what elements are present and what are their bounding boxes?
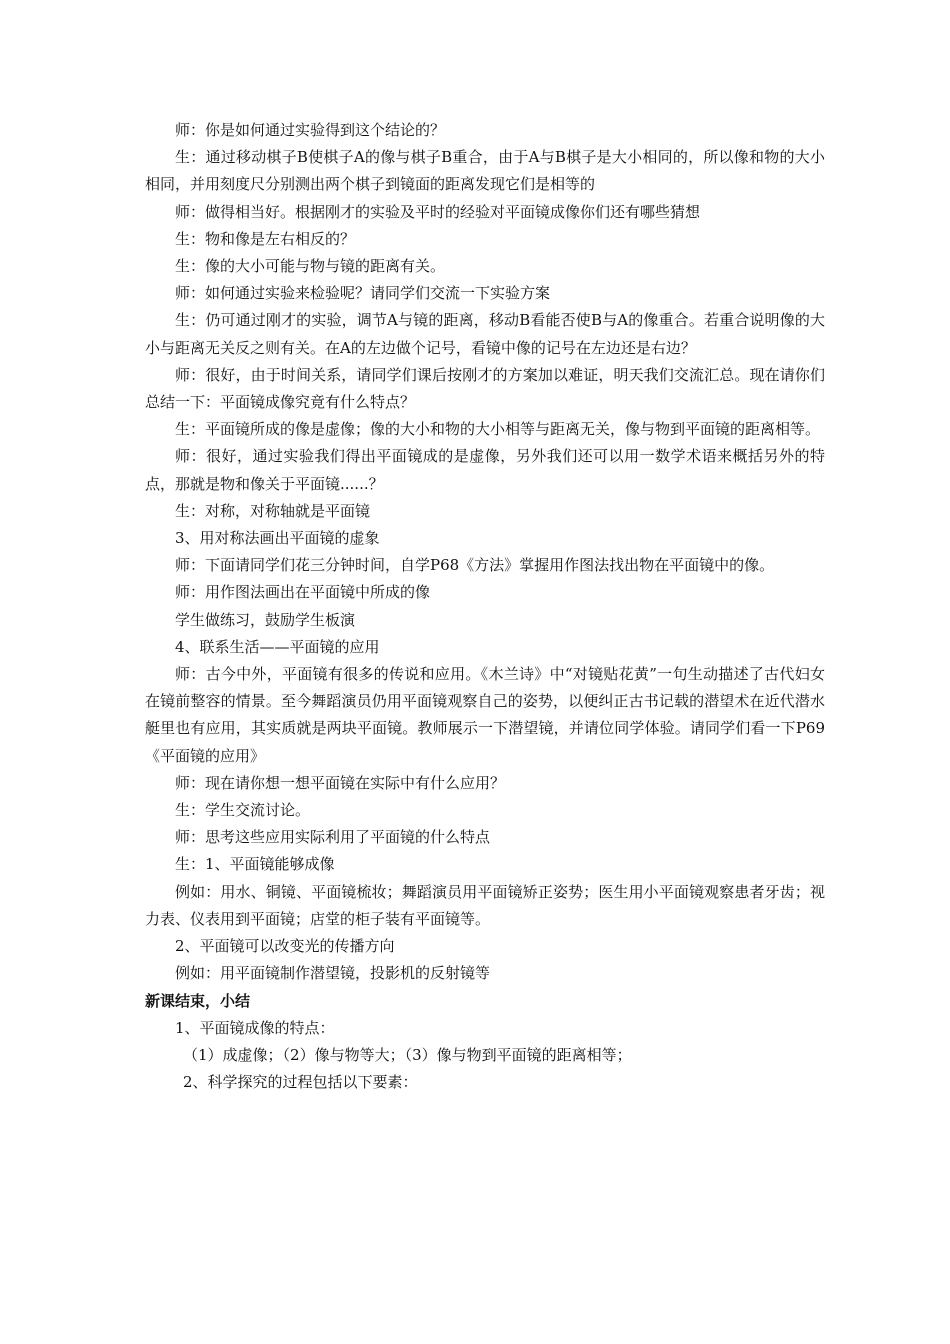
paragraph: 2、平面镜可以改变光的传播方向 [175,937,395,956]
paragraph: 师：你是如何通过实验得到这个结论的？ [175,121,446,139]
paragraph: 师：很好，由于时间关系，请同学们课后按刚才的方案加以难证，明天我们交流汇总。现在请你们总结一下：平面镜成像究竟有什么特点？ [145,365,825,412]
paragraph: 师：很好，通过实验我们得出平面镜成的是虚像，另外我们还可以用一数学术语来概括另外的特点，那就是物和像关于平面镜......？ [145,447,825,493]
paragraph: 生：平面镜所成的像是虚像；像的大小和物的大小相等与距离无关，像与物到平面镜的距离相等。 [175,420,821,439]
paragraph: 师：现在请你想一想平面镜在实际中有什么应用？ [175,773,506,792]
paragraph: 生：学生交流讨论。 [175,801,311,820]
section-item: 3、用对称法画出平面镜的虚象 [175,529,380,548]
paragraph: 生：通过移动棋子B使棋子A的像与棋子B重合，由于A与B棋子是大小相同的，所以像和物的大小相同，并用刻度尺分别测出两个棋子到镜面的距离发现它们是相等的 [145,148,825,194]
paragraph: 师：思考这些应用实际利用了平面镜的什么特点 [175,828,491,847]
summary-heading: 新课结束，小结 [145,991,251,1010]
section-item: 4、联系生活——平面镜的应用 [175,637,380,656]
summary-item-1: 1、平面镜成像的特点： [175,1018,335,1037]
summary-item-1-detail: （1）成虚像；（2）像与物等大；（3）像与物到平面镜的距离相等； [183,1045,632,1064]
paragraph: 生：像的大小可能与物与镜的距离有关。 [175,257,446,276]
paragraph: 生：物和像是左右相反的？ [175,229,356,248]
paragraph: 师：古今中外，平面镜有很多的传说和应用。《木兰诗》中“对镜贴花黄”一句生动描述了古代妇女在镜前整容的情景。至今舞蹈演员仍用平面镜观察自己的姿势，以便纠正古书记载的潜望术在近代潜水艇里也有应用，其实质就是两块平面镜。教师展示一下潜望镜，并请位同学体验。请同学们看一下P69《平面镜的应用》 [145,665,825,765]
paragraph: 学生做练习，鼓励学生板演 [175,610,356,629]
paragraph: 师：如何通过实验来检验呢？请同学们交流一下实验方案 [175,284,551,303]
paragraph: 师：下面请同学们花三分钟时间，自学P68《方法》掌握用作图法找出物在平面镜中的像。 [175,556,775,575]
paragraph: 生：对称，对称轴就是平面镜 [175,501,371,520]
paragraph: 例如：用水、铜镜、平面镜梳妆；舞蹈演员用平面镜矫正姿势；医生用小平面镜观察患者牙齿；视力表、仪表用到平面镜；店堂的柜子装有平面镜等。 [145,882,825,928]
summary-item-2: 2、科学探究的过程包括以下要素： [183,1073,418,1092]
paragraph: 师：做得相当好。根据刚才的实验及平时的经验对平面镜成像你们还有哪些猜想 [175,202,701,221]
paragraph: 师：用作图法画出在平面镜中所成的像 [175,583,431,602]
paragraph: 例如：用平面镜制作潜望镜，投影机的反射镜等 [175,964,491,983]
document-body [145,117,825,1096]
paragraph: 生：仍可通过刚才的实验，调节A与镜的距离，移动B看能否使B与A的像重合。若重合说明像的大小与距离无关反之则有关。在A的左边做个记号，看镜中像的记号在左边还是右边？ [145,311,825,357]
paragraph: 生：1、平面镜能够成像 [175,855,335,874]
